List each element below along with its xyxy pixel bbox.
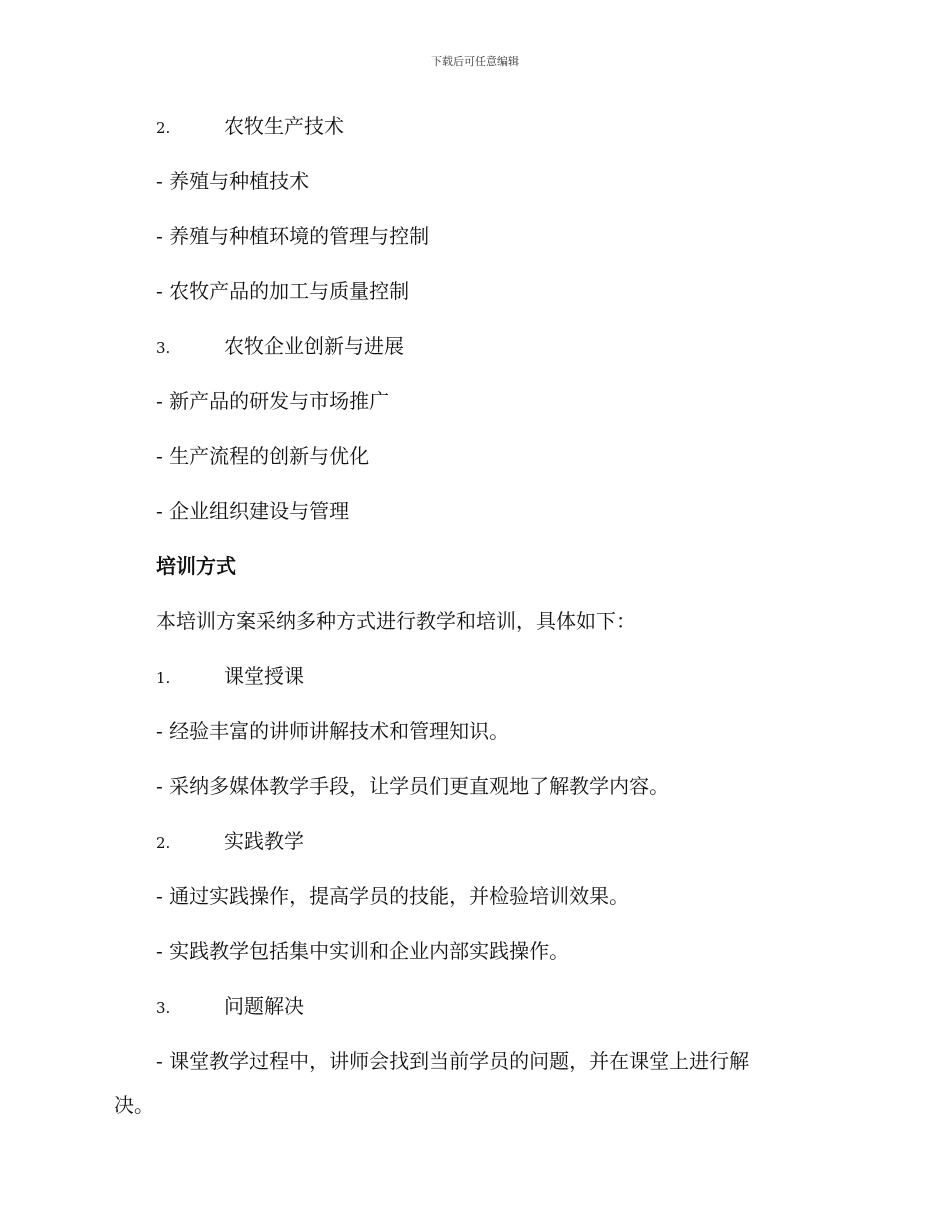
list-item-numbered: [156, 658, 816, 713]
list-item-numbered: [156, 823, 816, 878]
list-item-text: 课堂授课: [224, 664, 304, 688]
bullet-item: - 实践教学包括集中实训和企业内部实践操作。: [156, 939, 570, 963]
paragraph-line: - 课堂教学过程中，讲师会找到当前学员的问题，并在课堂上进行解: [156, 1049, 750, 1073]
bullet-item: - 企业组织建设与管理: [156, 499, 350, 523]
paragraph-wrapped: [114, 1034, 816, 1133]
bullet-item: - 通过实践操作，提高学员的技能，并检验培训效果。: [156, 884, 630, 908]
paragraph-line: 决。: [114, 1093, 154, 1117]
paragraph: 本培训方案采纳多种方式进行教学和培训，具体如下：: [156, 609, 636, 633]
list-item-text: 农牧企业创新与进展: [224, 334, 404, 358]
list-number: 2.: [156, 834, 171, 852]
list-item-text: 问题解决: [224, 994, 304, 1018]
section-heading: 培训方式: [156, 554, 236, 578]
bullet-item: - 采纳多媒体教学手段，让学员们更直观地了解教学内容。: [156, 774, 670, 798]
page-header-note: 下载后可任意编辑: [431, 55, 519, 68]
list-number: 2.: [156, 119, 171, 137]
bullet-item: - 养殖与种植技术: [156, 169, 310, 193]
bullet-item: - 经验丰富的讲师讲解技术和管理知识。: [156, 719, 510, 743]
list-number: 3.: [156, 339, 171, 357]
bullet-item: - 新产品的研发与市场推广: [156, 389, 390, 413]
list-item-numbered: [156, 328, 816, 383]
document-body: [114, 108, 816, 1133]
list-item-numbered: [156, 108, 816, 163]
bullet-item: - 农牧产品的加工与质量控制: [156, 279, 410, 303]
list-number: 1.: [156, 669, 171, 687]
bullet-item: - 生产流程的创新与优化: [156, 444, 370, 468]
list-item-text: 实践教学: [224, 829, 304, 853]
list-number: 3.: [156, 999, 171, 1017]
list-item-text: 农牧生产技术: [224, 114, 344, 138]
bullet-item: - 养殖与种植环境的管理与控制: [156, 224, 430, 248]
